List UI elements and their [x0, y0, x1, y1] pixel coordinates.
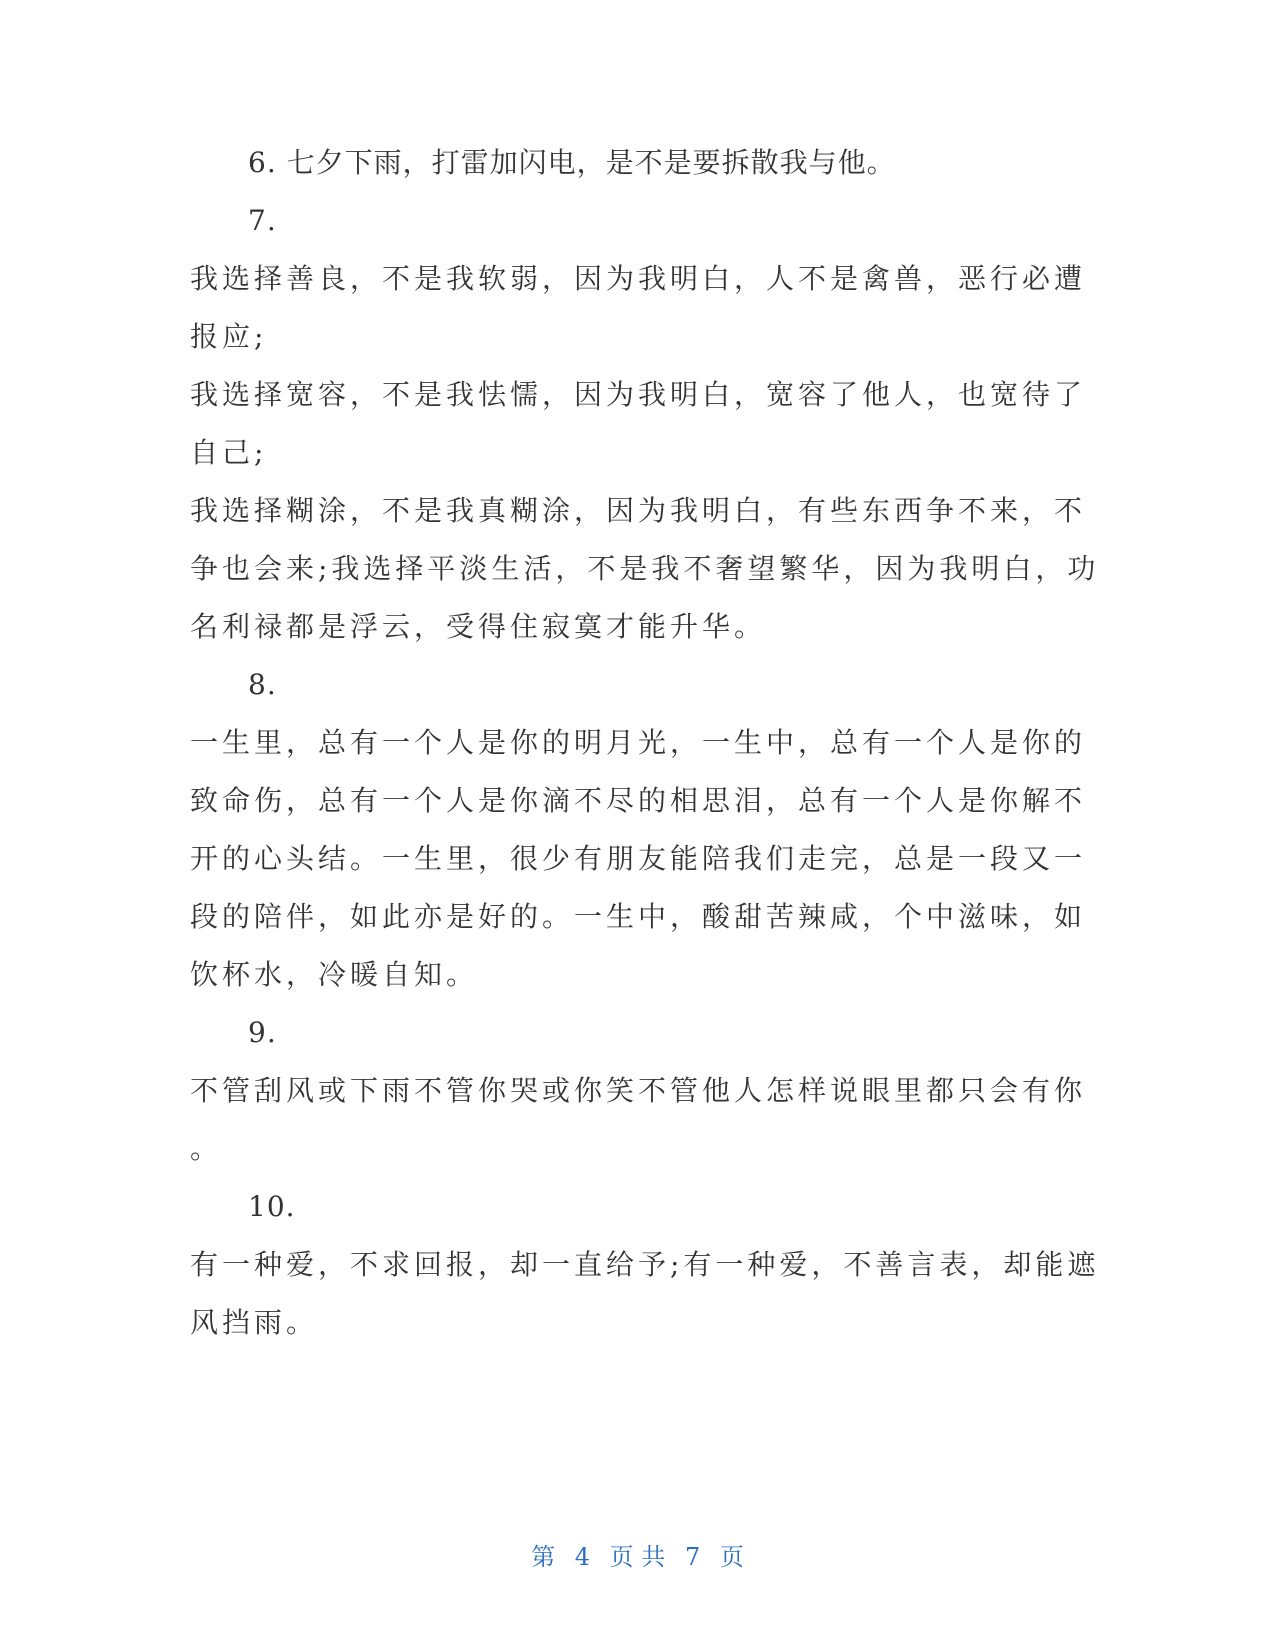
- text-line: 不管刮风或下雨不管你哭或你笑不管他人怎样说眼里都只会有你: [190, 1074, 1087, 1107]
- text-line: 有一种爱，不求回报，却一直给予;有一种爱，不善言表，却能遮: [190, 1248, 1100, 1281]
- text-line: 争也会来;我选择平淡生活，不是我不奢望繁华，因为我明白，功: [190, 552, 1100, 585]
- text-line: 6. 七夕下雨，打雷加闪电，是不是要拆散我与他。: [248, 146, 896, 179]
- section-number: 10.: [248, 1190, 296, 1223]
- page-footer: [0, 1542, 1275, 1572]
- text-line: 开的心头结。一生里，很少有朋友能陪我们走完，总是一段又一: [190, 842, 1087, 875]
- text-line: 我选择善良，不是我软弱，因为我明白，人不是禽兽，恶行必遭: [190, 262, 1087, 295]
- text-line: 一生里，总有一个人是你的明月光，一生中，总有一个人是你的: [190, 726, 1087, 759]
- section-number: 7.: [248, 204, 277, 237]
- footer-total-pages: 7: [684, 1543, 701, 1571]
- footer-label-of: 页 共: [609, 1543, 666, 1571]
- text-line: 段的陪伴，如此亦是好的。一生中，酸甜苦辣咸，个中滋味，如: [190, 900, 1087, 933]
- footer-label-pages: 页: [719, 1543, 744, 1571]
- footer-label-page: 第: [531, 1543, 556, 1571]
- text-line: 。: [190, 1132, 223, 1165]
- text-line: 我选择糊涂，不是我真糊涂，因为我明白，有些东西争不来，不: [190, 494, 1087, 527]
- text-line: 风挡雨。: [190, 1306, 319, 1339]
- text-line: 报应;: [190, 320, 268, 353]
- text-line: 名利禄都是浮云，受得住寂寞才能升华。: [190, 610, 767, 643]
- section-number: 9.: [248, 1016, 277, 1049]
- section-number: 8.: [248, 668, 277, 701]
- text-line: 我选择宽容，不是我怯懦，因为我明白，宽容了他人，也宽待了: [190, 378, 1087, 411]
- text-line: 饮杯水，冷暖自知。: [190, 958, 479, 991]
- text-line: 自己;: [190, 436, 268, 469]
- footer-current-page: 4: [574, 1543, 591, 1571]
- text-line: 致命伤，总有一个人是你滴不尽的相思泪，总有一个人是你解不: [190, 784, 1087, 817]
